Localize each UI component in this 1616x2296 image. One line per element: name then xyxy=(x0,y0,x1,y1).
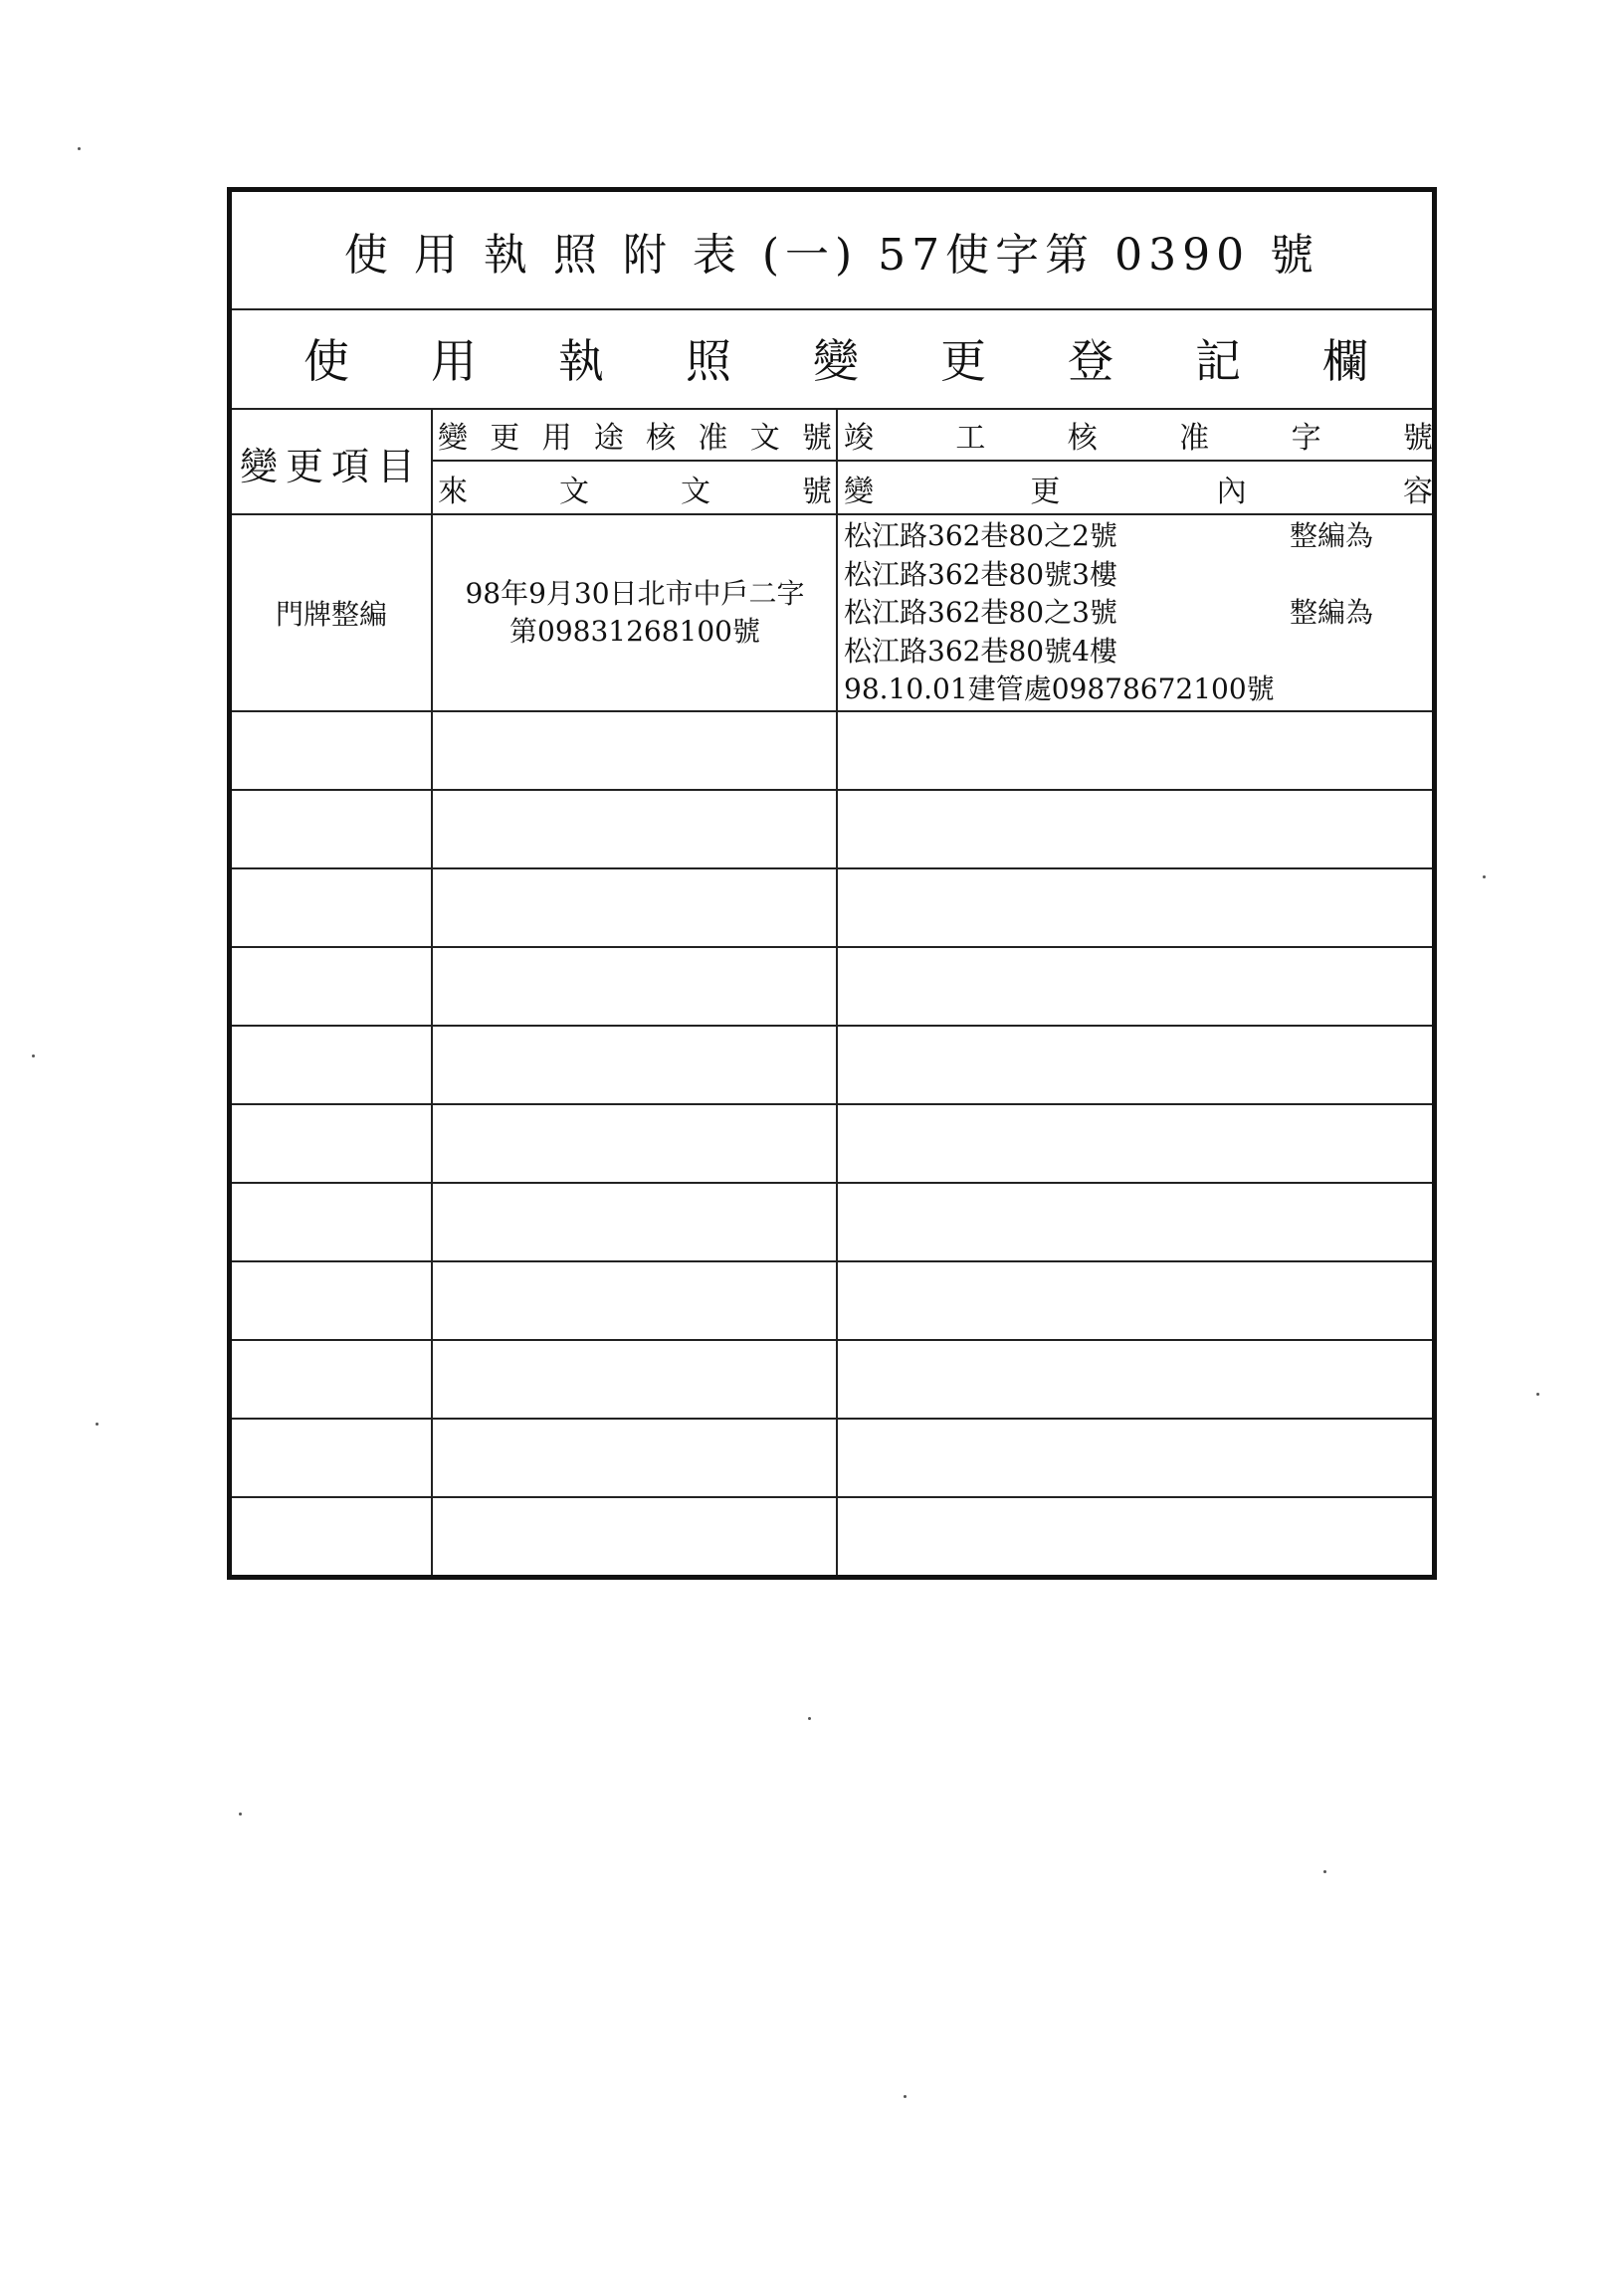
header-change-content xyxy=(840,466,1437,511)
header-char: 核 xyxy=(1067,421,1098,456)
section-title-char: 用 xyxy=(431,334,477,388)
change-line-text: 松江路362巷80之2號 xyxy=(844,519,1117,552)
change-line-text: 松江路362巷80號4樓 xyxy=(844,634,1117,668)
change-line-note: 整編為 xyxy=(1290,519,1374,552)
blank-row-divider xyxy=(232,1339,1432,1341)
change-line xyxy=(840,633,1437,671)
header-char: 用 xyxy=(541,421,572,456)
blank-row-divider xyxy=(232,1418,1432,1420)
scan-speck xyxy=(808,1717,811,1720)
scan-speck xyxy=(96,1423,99,1426)
blank-row-divider xyxy=(232,946,1432,948)
scan-speck xyxy=(904,2095,907,2098)
blank-row-divider xyxy=(232,1182,1432,1184)
license-number: 57使字第 0390 號 xyxy=(878,229,1320,281)
blank-row-divider xyxy=(232,1103,1432,1105)
section-title-char: 記 xyxy=(1195,334,1241,388)
blank-row-divider xyxy=(232,789,1432,791)
column-divider-2 xyxy=(836,410,838,1575)
header-char: 號 xyxy=(802,475,832,509)
section-title-char: 登 xyxy=(1068,334,1113,388)
header-char: 更 xyxy=(1030,475,1061,509)
header-char: 文 xyxy=(749,421,780,456)
header-char: 工 xyxy=(955,421,986,456)
change-line-text: 98.10.01建管處09878672100號 xyxy=(844,672,1275,705)
section-title xyxy=(232,310,1432,406)
header-char: 變 xyxy=(438,421,468,456)
usage-license-appendix-form xyxy=(227,187,1437,1580)
blank-row-divider xyxy=(232,1260,1432,1262)
scan-speck xyxy=(239,1813,242,1816)
header-char: 號 xyxy=(801,421,832,456)
document-line: 第09831268100號 xyxy=(509,615,760,648)
header-char: 准 xyxy=(1179,421,1210,456)
blank-row-divider xyxy=(232,1025,1432,1027)
change-line-note: 整編為 xyxy=(1290,596,1374,629)
change-line xyxy=(840,670,1437,709)
change-line xyxy=(840,517,1437,556)
record-change-item: 門牌整編 xyxy=(275,598,387,631)
header-incoming-doc-no xyxy=(434,466,836,511)
header-change-item: 變更項目 xyxy=(239,444,423,488)
scan-speck xyxy=(78,147,81,150)
header-char: 字 xyxy=(1291,421,1321,456)
header-completion-approval-no xyxy=(840,412,1437,458)
column-divider-1 xyxy=(431,410,433,1575)
section-title-char: 變 xyxy=(813,334,859,388)
change-line-text: 松江路362巷80號3樓 xyxy=(844,557,1117,591)
document-line: 98年9月30日北市中戶二字 xyxy=(465,577,805,610)
record-change-content xyxy=(840,517,1437,709)
section-title-char: 使 xyxy=(303,334,349,388)
blank-row-divider xyxy=(232,1496,1432,1498)
scan-speck xyxy=(1483,875,1486,878)
header-char: 途 xyxy=(593,421,624,456)
header-approval-doc-no xyxy=(434,412,836,458)
blank-row-divider xyxy=(232,867,1432,869)
scan-speck xyxy=(32,1054,35,1057)
scan-speck xyxy=(1323,1870,1326,1873)
header-char: 號 xyxy=(1402,421,1433,456)
header-char: 內 xyxy=(1216,475,1247,509)
form-title-text: 使 用 執 照 附 表 (一) xyxy=(343,229,879,281)
header-char: 准 xyxy=(698,421,728,456)
header-char: 容 xyxy=(1402,475,1433,509)
change-line xyxy=(840,556,1437,595)
header-char: 來 xyxy=(438,475,468,509)
change-line-text: 松江路362巷80之3號 xyxy=(844,596,1117,629)
header-char: 文 xyxy=(559,475,589,509)
header-char: 文 xyxy=(681,475,710,509)
section-title-char: 更 xyxy=(940,334,986,388)
section-title-char: 欄 xyxy=(1322,334,1368,388)
form-title xyxy=(232,192,1432,308)
header-char: 核 xyxy=(646,421,677,456)
section-title-char: 執 xyxy=(558,334,604,388)
change-line xyxy=(840,594,1437,633)
scan-speck xyxy=(1536,1393,1539,1396)
header-char: 更 xyxy=(490,421,520,456)
section-title-char: 照 xyxy=(686,334,731,388)
row-divider xyxy=(232,710,1432,712)
header-char: 變 xyxy=(844,475,874,509)
header-char: 竣 xyxy=(844,421,874,456)
header-divider xyxy=(433,460,1432,462)
record-approval-document xyxy=(434,515,836,710)
